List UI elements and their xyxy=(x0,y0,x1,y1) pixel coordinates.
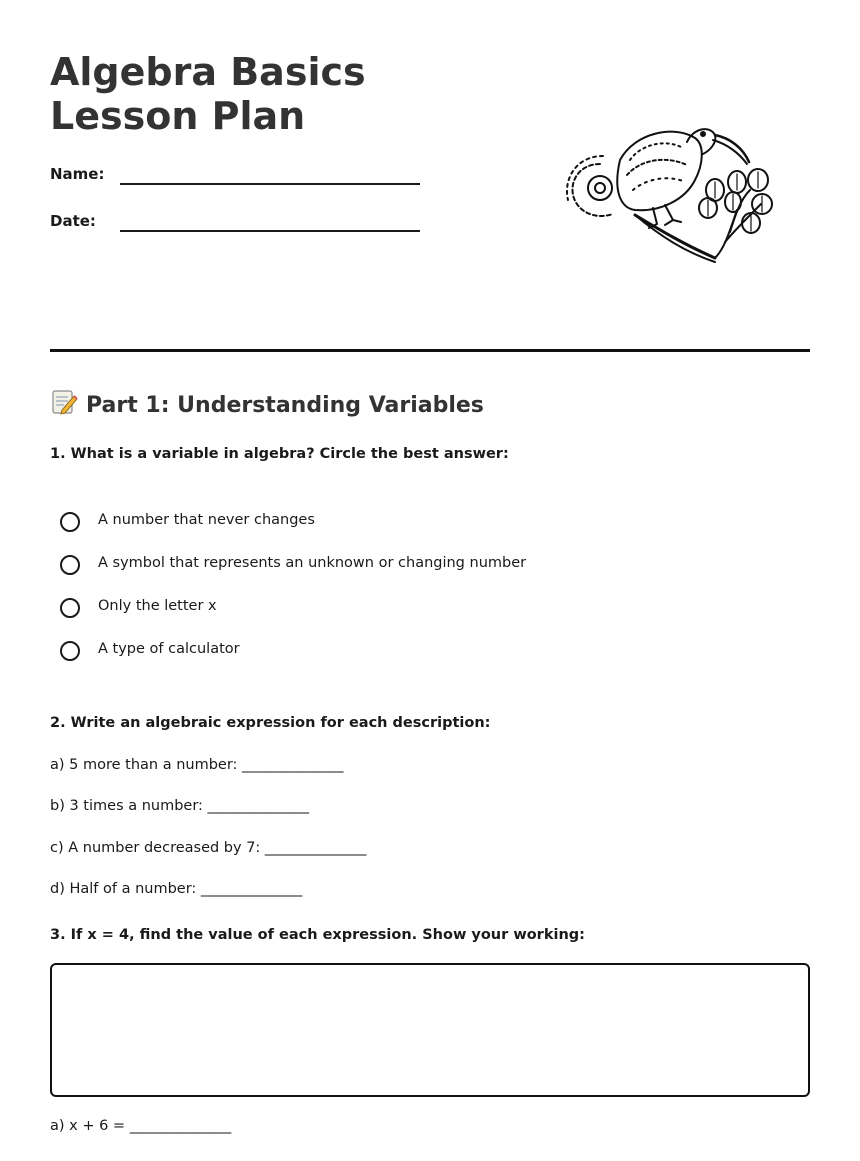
memo-icon xyxy=(50,388,78,416)
option-label: A number that never changes xyxy=(98,512,315,528)
option-label: A type of calculator xyxy=(98,641,240,657)
radio-circle-icon[interactable] xyxy=(60,641,80,661)
question-3-prompt: 3. If x = 4, find the value of each expression. Show your working: xyxy=(50,927,585,943)
name-line xyxy=(120,183,420,185)
q3-item-a: a) x + 6 = ______________ xyxy=(50,1118,232,1134)
option-label: A symbol that represents an unknown or changing number xyxy=(98,555,527,571)
radio-circle-icon[interactable] xyxy=(60,512,80,532)
option-label: Only the letter x xyxy=(98,598,217,614)
kiwi-illustration xyxy=(565,120,780,270)
header-divider xyxy=(50,349,810,352)
date-label: Date: xyxy=(50,212,96,230)
worksheet-page xyxy=(50,0,810,1161)
section-heading-part1 xyxy=(50,388,484,418)
date-line xyxy=(120,230,420,232)
radio-circle-icon[interactable] xyxy=(60,598,80,618)
question-1-prompt: 1. What is a variable in algebra? Circle the best answer: xyxy=(50,446,509,462)
option-2[interactable] xyxy=(60,552,760,595)
radio-circle-icon[interactable] xyxy=(60,555,80,575)
question-2-prompt: 2. Write an algebraic expression for each description: xyxy=(50,715,491,731)
page-title: Algebra Basics Lesson Plan xyxy=(50,50,366,138)
date-field xyxy=(50,212,420,236)
question-1-options xyxy=(60,509,760,681)
q2-item-c: c) A number decreased by 7: ______________ xyxy=(50,840,367,856)
q2-item-a: a) 5 more than a number: ______________ xyxy=(50,757,344,773)
working-box[interactable] xyxy=(50,963,810,1097)
name-label: Name: xyxy=(50,165,105,183)
q2-item-b: b) 3 times a number: ______________ xyxy=(50,798,310,814)
q2-item-d: d) Half of a number: ______________ xyxy=(50,881,303,897)
option-1[interactable] xyxy=(60,509,760,552)
option-4[interactable] xyxy=(60,638,760,681)
option-3[interactable] xyxy=(60,595,760,638)
name-field xyxy=(50,165,420,189)
section-heading-text: Part 1: Understanding Variables xyxy=(86,393,484,418)
